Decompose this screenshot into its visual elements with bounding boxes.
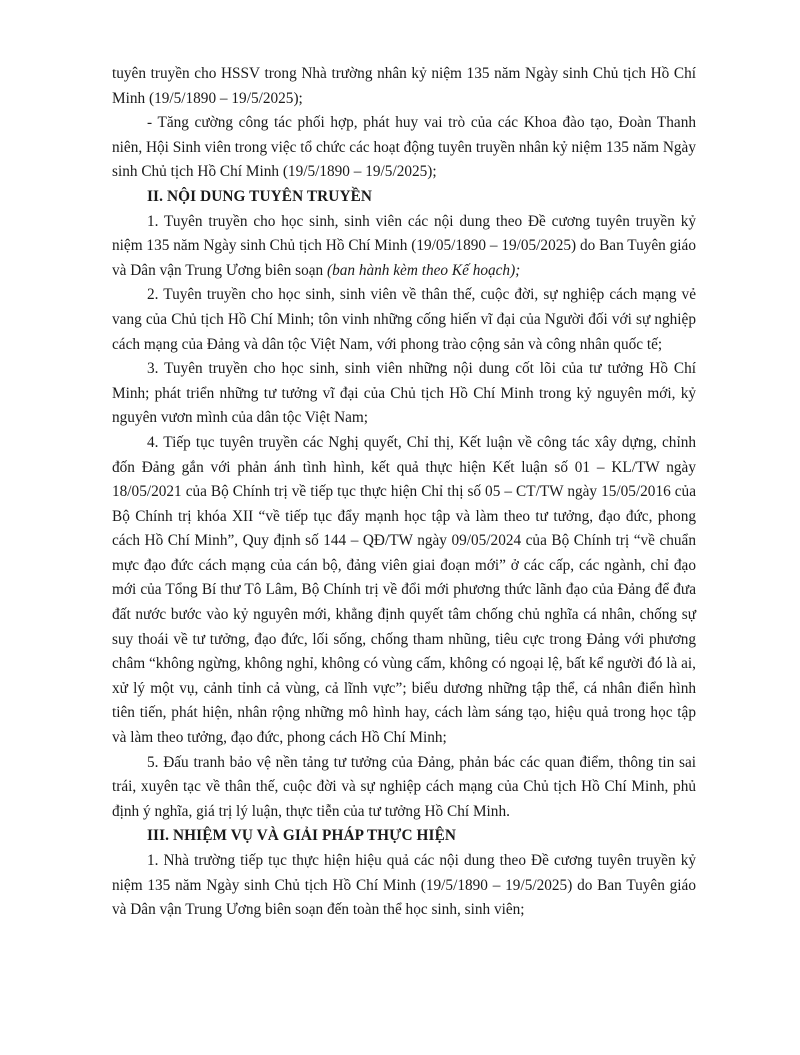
section-3-heading: III. NHIỆM VỤ VÀ GIẢI PHÁP THỰC HIỆN [147,827,457,845]
section-2-item-2: 2. Tuyên truyền cho học sinh, sinh viên về thân thế, cuộc đời, sự nghiệp cách mạng vẻ vang của Chủ tịch Hồ Chí Minh; tôn vinh những cống hiến vĩ đại của Người đối với sự nghiệp cách mạng của Đảng và dân tộc Việt Nam, với phong trào cộng sản và công nhân quốc tế; [112,286,696,353]
section-2-item-5: 5. Đấu tranh bảo vệ nền tảng tư tưởng của Đảng, phản bác các quan điểm, thông tin sai trái, xuyên tạc về thân thế, cuộc đời và sự nghiệp cách mạng của Chủ tịch Hồ Chí Minh, phủ định ý nghĩa, giá trị lý luận, thực tiễn của tư tưởng Hồ Chí Minh. [112,753,696,820]
section-2-item-1-italic-note: (ban hành kèm theo Kế hoạch); [326,261,521,279]
section-3-item-1: 1. Nhà trường tiếp tục thực hiện hiệu quả các nội dung theo Đề cương tuyên truyền kỷ niệm 135 năm Ngày sinh Chủ tịch Hồ Chí Minh (19/5/1890 – 19/5/2025) do Ban Tuyên giáo và Dân vận Trung Ương biên soạn đến toàn thể học sinh, sinh viên; [112,852,696,919]
section-2-item-1-text: 1. Tuyên truyền cho học sinh, sinh viên các nội dung theo Đề cương tuyên truyền kỷ niệm 135 năm Ngày sinh Chủ tịch Hồ Chí Minh (19/05/1890 – 19/05/2025) do Ban Tuyên giáo và Dân vận Trung Ương biên soạn [112,212,696,279]
section-2-item-3: 3. Tuyên truyền cho học sinh, sinh viên những nội dung cốt lõi của tư tưởng Hồ Chí Minh; phát triển những tư tưởng vĩ đại của Chủ tịch Hồ Chí Minh trong kỷ nguyên mới, kỷ nguyên vươn mình của dân tộc Việt Nam; [112,360,696,427]
intro-continuation-paragraph: tuyên truyền cho HSSV trong Nhà trường nhân kỷ niệm 135 năm Ngày sinh Chủ tịch Hồ Chí Minh (19/5/1890 – 19/5/2025); [112,65,696,107]
section-2-item-1 [112,210,696,284]
document-page [112,62,696,923]
section-2-item-4: 4. Tiếp tục tuyên truyền các Nghị quyết, Chỉ thị, Kết luận về công tác xây dựng, chỉnh đốn Đảng gắn với phản ánh tình hình, kết quả thực hiện Kết luận số 01 – KL/TW ngày 18/05/2021 của Bộ Chính trị về tiếp tục thực hiện Chỉ thị số 05 – CT/TW ngày 15/05/2016 của Bộ Chính trị khóa XII “về tiếp tục đẩy mạnh học tập và làm theo tư tưởng, đạo đức, phong cách Hồ Chí Minh”, Quy định số 144 – QĐ/TW ngày 09/05/2024 của Bộ Chính trị “về chuẩn mực đạo đức cách mạng của cán bộ, đảng viên giai đoạn mới” ở các cấp, các ngành, chỉ đạo mới của Tổng Bí thư Tô Lâm, Bộ Chính trị về đổi mới phương thức lãnh đạo của Đảng để đưa đất nước bước vào kỷ nguyên mới, khẳng định quyết tâm chống chủ nghĩa cá nhân, chống sự suy thoái về tư tưởng, đạo đức, lối sống, chống tham nhũng, tiêu cực trong Đảng với phương châm “không ngừng, không nghỉ, không có vùng cấm, không có ngoại lệ, bất kể người đó là ai, xử lý một vụ, cảnh tỉnh cả vùng, cả lĩnh vực”; biểu dương những tập thể, cá nhân điển hình tiên tiến, phát hiện, nhân rộng những mô hình hay, cách làm sáng tạo, hiệu quả trong học tập và làm theo tưởng, đạo đức, phong cách Hồ Chí Minh; [112,433,696,747]
section-2-heading: II. NỘI DUNG TUYÊN TRUYỀN [147,187,373,205]
intro-bullet-paragraph: - Tăng cường công tác phối hợp, phát huy vai trò của các Khoa đào tạo, Đoàn Thanh niên, Hội Sinh viên trong việc tổ chức các hoạt động tuyên truyền nhân kỷ niệm 135 năm Ngày sinh Chủ tịch Hồ Chí Minh (19/5/1890 – 19/5/2025); [112,114,696,181]
